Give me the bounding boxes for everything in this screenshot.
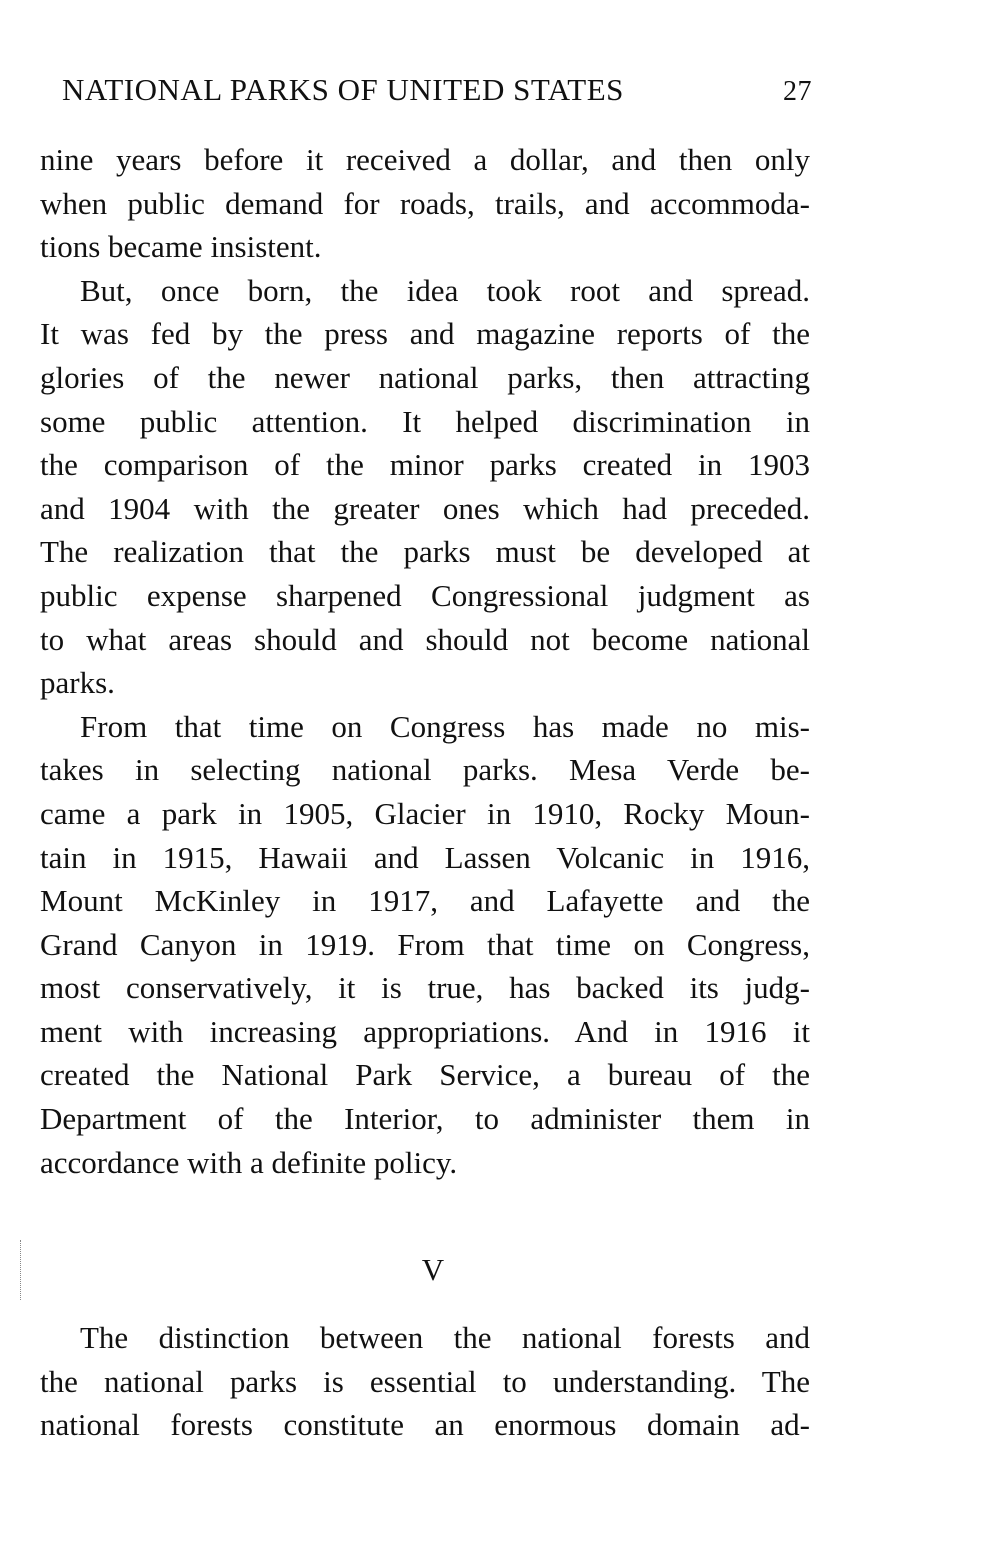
text-line: Department of the Interior, to administer them in <box>40 1101 810 1137</box>
text-line: ment with increasing appropriations. And in 1916 it <box>40 1013 810 1049</box>
text-line: It was fed by the press and magazine reports of the <box>40 316 810 352</box>
text-line: The realization that the parks must be developed at <box>40 534 810 570</box>
text-line: created the National Park Service, a bureau of the <box>40 1057 810 1093</box>
text-line: Mount McKinley in 1917, and Lafayette and the <box>40 883 810 919</box>
text-line: takes in selecting national parks. Mesa Verde be- <box>40 752 810 788</box>
text-line: parks. <box>40 665 115 701</box>
text-line: came a park in 1905, Glacier in 1910, Rocky Moun- <box>40 795 810 831</box>
section-heading: V <box>421 1252 445 1287</box>
text-line: when public demand for roads, trails, and accommoda- <box>40 185 810 221</box>
text-line: tain in 1915, Hawaii and Lassen Volcanic in 1916, <box>40 839 810 875</box>
text-line: nine years before it received a dollar, and then only <box>40 142 810 177</box>
page-number: 27 <box>783 76 812 107</box>
running-header <box>62 72 812 108</box>
body-text <box>40 138 810 1184</box>
text-line: From that time on Congress has made no mis- <box>80 708 810 744</box>
text-line: national forests constitute an enormous domain ad- <box>40 1407 810 1443</box>
text-line: the comparison of the minor parks created in 1903 <box>40 447 810 483</box>
text-line: and 1904 with the greater ones which had preceded. <box>40 490 810 526</box>
header-title: NATIONAL PARKS OF UNITED STATES <box>62 72 624 107</box>
text-line: to what areas should and should not become national <box>40 621 810 657</box>
text-line: glories of the newer national parks, then attracting <box>40 359 810 395</box>
text-line: Grand Canyon in 1919. From that time on Congress, <box>40 926 810 962</box>
text-line: some public attention. It helped discrimination in <box>40 403 810 439</box>
text-line: most conservatively, it is true, has backed its judg- <box>40 970 810 1006</box>
text-line: The distinction between the national forests and <box>80 1320 810 1355</box>
text-line: public expense sharpened Congressional judgment as <box>40 577 810 613</box>
text-line: tions became insistent. <box>40 229 322 265</box>
text-line: accordance with a definite policy. <box>40 1144 458 1180</box>
text-line: the national parks is essential to understanding. The <box>40 1363 810 1399</box>
section-text <box>40 1316 810 1447</box>
text-line: But, once born, the idea took root and spread. <box>80 272 810 308</box>
